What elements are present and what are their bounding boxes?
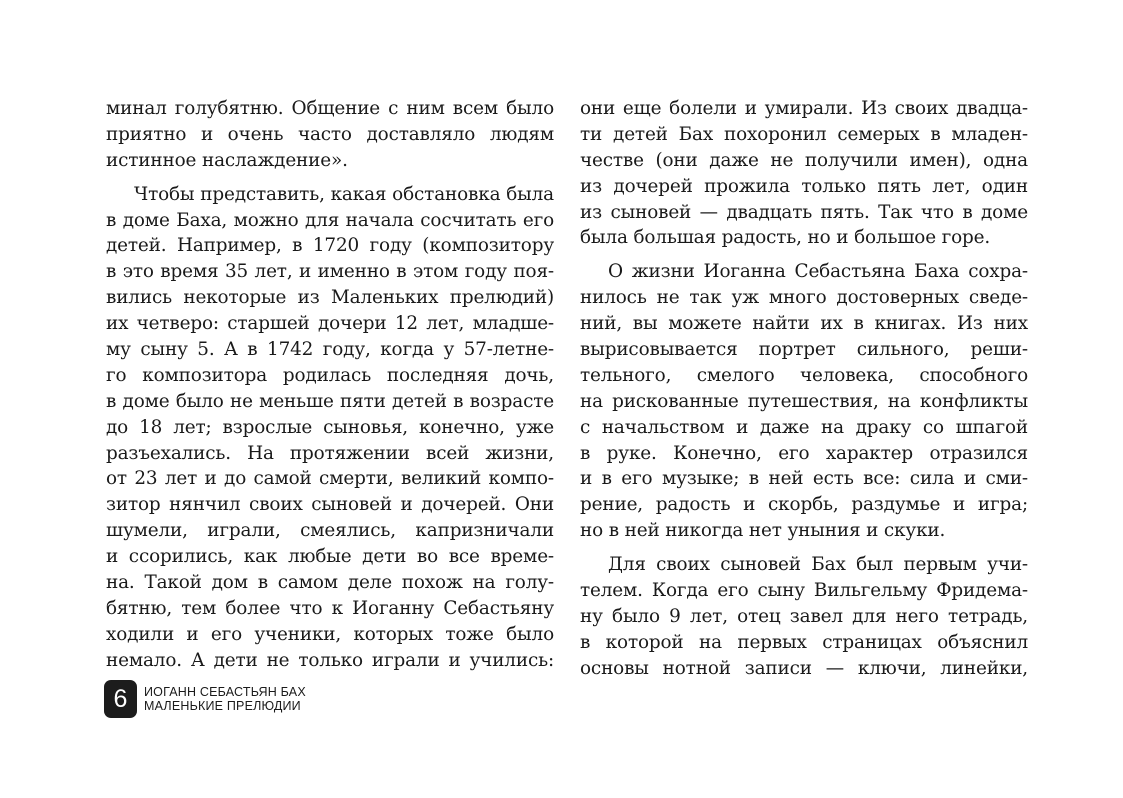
text-line: приятно и очень часто доставляло людям xyxy=(106,123,554,145)
text-line: от 23 лет и до самой смерти, великий компо- xyxy=(106,468,554,490)
paragraph xyxy=(580,259,1028,544)
text-line: му сыну 5. А в 1742 году, когда у 57-летне- xyxy=(106,339,554,361)
text-line: в доме Баха, можно для начала сосчитать его xyxy=(106,209,554,231)
text-line: с начальством и даже на драку со шпагой xyxy=(580,416,1028,438)
text-line: бятню, тем более что к Иоганну Себастьяну xyxy=(106,597,554,619)
page-number: 6 xyxy=(104,680,137,718)
text-line: вырисовывается портрет сильного, реши- xyxy=(580,339,1028,361)
text-line: немало. А дети не только играли и учились: xyxy=(106,649,554,671)
text-line: честве (они даже не получили имен), одна xyxy=(580,149,1028,171)
paragraph xyxy=(106,182,554,674)
text-line: ну было 9 лет, отец завел для него тетрадь, xyxy=(580,605,1028,627)
text-line: в которой на первых страницах объяснил xyxy=(580,631,1028,653)
text-line: из дочерей прожила только пять лет, один xyxy=(580,175,1028,197)
text-line: в руке. Конечно, его характер отразился xyxy=(580,442,1028,464)
text-line: они еще болели и умирали. Из своих двадца- xyxy=(580,98,1028,119)
text-line: детей. Например, в 1720 году (композитору xyxy=(106,235,554,257)
text-line: го композитора родилась последняя дочь, xyxy=(106,364,554,386)
text-line: основы нотной записи — ключи, линейки, xyxy=(580,657,1028,679)
text-line: О жизни Иоганна Себастьяна Баха сохра- xyxy=(608,261,1028,283)
text-line: разъехались. На протяжении всей жизни, xyxy=(106,442,554,464)
left-column xyxy=(106,96,554,674)
right-column xyxy=(580,96,1028,682)
text-line: была большая радость, но и большое горе. xyxy=(580,227,991,249)
text-line: на рискованные путешествия, на конфликты xyxy=(580,390,1028,412)
text-line: их четверо: старшей дочери 12 лет, младше- xyxy=(106,313,554,335)
running-head-title: ИОГАНН СЕБАСТЬЯН БАХ xyxy=(144,685,306,699)
text-line: Для своих сыновей Бах был первым учи- xyxy=(608,554,1028,576)
text-line: минал голубятню. Общение с ним всем было xyxy=(106,98,554,119)
text-line: в доме было не меньше пяти детей в возрасте xyxy=(106,390,554,412)
paragraph xyxy=(106,96,554,174)
text-line: телем. Когда его сыну Вильгельму Фридема- xyxy=(580,580,1028,602)
text-line: нилось не так уж много достоверных сведе- xyxy=(580,287,1028,309)
text-line: в это время 35 лет, и именно в этом году поя- xyxy=(106,261,554,283)
text-line: вились некоторые из Маленьких прелюдий) xyxy=(106,287,554,309)
text-line: и в его музыке; в ней есть все: сила и сми- xyxy=(580,468,1028,490)
text-line: ний, вы можете найти их в книгах. Из них xyxy=(580,313,1028,335)
page-footer xyxy=(104,680,306,718)
text-line: из сыновей — двадцать пять. Так что в доме xyxy=(580,201,1028,223)
text-line: ти детей Бах похоронил семерых в младен- xyxy=(580,123,1028,145)
text-line: зитор нянчил своих сыновей и дочерей. Они xyxy=(106,494,554,516)
paragraph xyxy=(580,552,1028,681)
text-line: ходили и его ученики, которых тоже было xyxy=(106,623,554,645)
text-line: но в ней никогда нет уныния и скуки. xyxy=(580,520,946,542)
text-line: тельного, смелого человека, способного xyxy=(580,364,1028,386)
text-line: до 18 лет; взрослые сыновья, конечно, уже xyxy=(106,416,554,438)
text-line: шумели, играли, смеялись, капризничали xyxy=(106,520,554,542)
running-head xyxy=(144,685,306,713)
running-head-subtitle: МАЛЕНЬКИЕ ПРЕЛЮДИИ xyxy=(144,699,301,713)
text-line: истинное наслаждение». xyxy=(106,149,348,171)
text-line: рение, радость и скорбь, раздумье и игра; xyxy=(580,494,1028,516)
text-line: Чтобы представить, какая обстановка была xyxy=(134,183,554,205)
paragraph xyxy=(580,96,1028,251)
text-line: и ссорились, как любые дети во все време- xyxy=(106,546,554,568)
text-line: на. Такой дом в самом деле похож на голу- xyxy=(106,572,554,594)
